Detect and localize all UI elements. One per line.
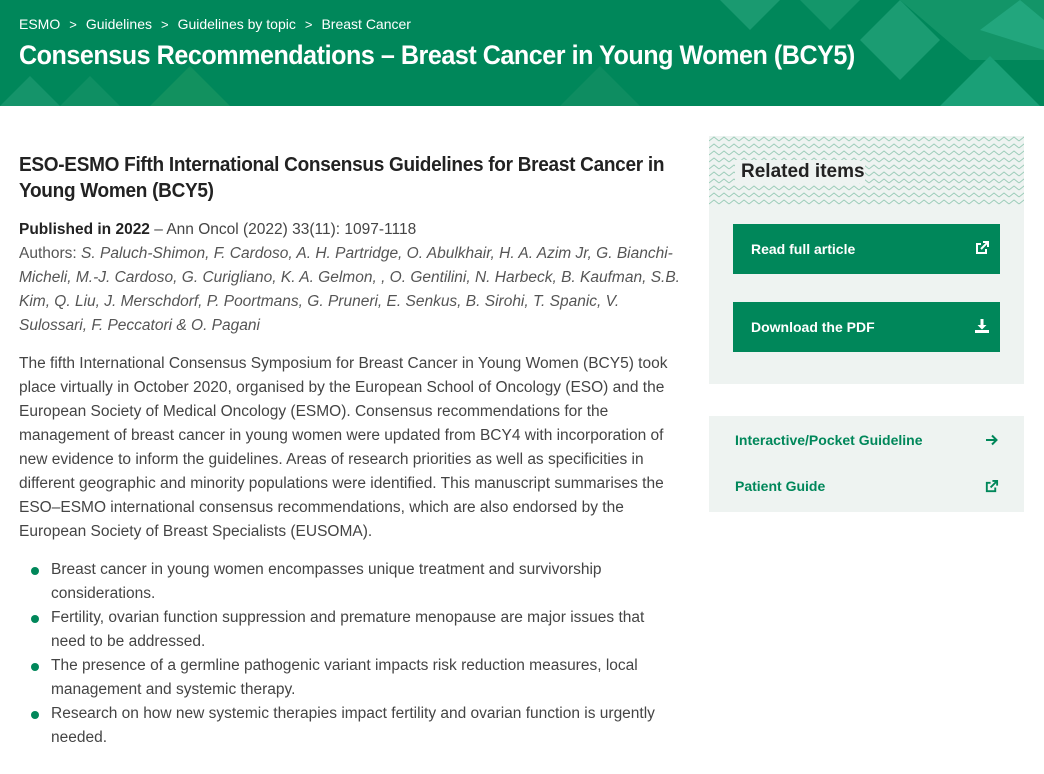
page-title: Consensus Recommendations – Breast Cancer in Young Women (BCY5)	[19, 40, 855, 70]
breadcrumb-guidelines[interactable]: Guidelines	[85, 16, 152, 32]
download-pdf-button[interactable]	[733, 302, 1000, 352]
citation: – Ann Oncol (2022) 33(11): 1097-1118	[149, 221, 417, 238]
download-icon	[974, 318, 990, 334]
breadcrumb-esmo[interactable]: ESMO	[19, 16, 61, 32]
patient-guide-link[interactable]	[735, 478, 999, 494]
patient-guide-label: Patient Guide	[735, 478, 826, 494]
list-item	[19, 558, 681, 606]
bullet-icon	[31, 663, 39, 671]
external-link-icon	[974, 240, 990, 256]
related-items-panel	[709, 136, 1024, 384]
list-item	[19, 606, 681, 654]
page-header	[0, 0, 1044, 106]
key-point-text: Research on how new systemic therapies impact fertility and ovarian function is urgently needed.	[51, 705, 655, 746]
interactive-guideline-link[interactable]	[735, 432, 999, 448]
authors	[19, 242, 681, 338]
guide-links-panel	[709, 416, 1024, 512]
bullet-icon	[31, 711, 39, 719]
download-pdf-label: Download the PDF	[751, 319, 875, 335]
key-point-text: Breast cancer in young women encompasses unique treatment and survivorship considerations.	[51, 561, 602, 602]
read-full-article-label: Read full article	[751, 241, 856, 257]
external-link-icon	[984, 479, 999, 494]
breadcrumb-separator: >	[69, 16, 77, 32]
key-point-text: Fertility, ovarian function suppression and premature menopause are major issues that need to be addressed.	[51, 609, 645, 650]
read-full-article-button[interactable]	[733, 224, 1000, 274]
sidebar	[709, 136, 1024, 494]
authors-label: Authors:	[19, 245, 82, 262]
article-content	[19, 152, 681, 750]
breadcrumb	[19, 16, 411, 32]
abstract: The fifth International Consensus Symposium for Breast Cancer in Young Women (BCY5) took place virtually in October 2020, organised by the European School of Oncology (ESO) and the European Society of Medical Oncology (ESMO). Consensus recommendations for the management of breast cancer in young women were updated from BCY4 with incorporation of new evidence to inform the guidelines. Areas of research priorities as well as specificities in different geographic and minority populations were identified. This manuscript summarises the ESO–ESMO international consensus recommendations, which are also endorsed by the European Society of Breast Specialists (EUSOMA).	[19, 355, 668, 540]
key-point-text: The presence of a germline pathogenic variant impacts risk reduction measures, local management and systemic therapy.	[51, 657, 638, 698]
list-item	[19, 702, 681, 750]
breadcrumb-breast-cancer[interactable]: Breast Cancer	[321, 16, 411, 32]
breadcrumb-guidelines-by-topic[interactable]: Guidelines by topic	[177, 16, 296, 32]
bullet-icon	[31, 615, 39, 623]
breadcrumb-separator: >	[160, 16, 169, 32]
breadcrumb-separator: >	[304, 16, 313, 32]
article-title: ESO-ESMO Fifth International Consensus Guidelines for Breast Cancer in Young Women (BCY5)	[19, 154, 665, 202]
publication-info	[19, 218, 681, 242]
arrow-right-icon	[985, 433, 999, 447]
authors-list: S. Paluch-Shimon, F. Cardoso, A. H. Partridge, O. Abulkhair, H. A. Azim Jr, G. Bianchi-Micheli, M.-J. Cardoso, G. Curigliano, K. A. Gelmon, , O. Gentilini, N. Harbeck, B. Kaufman, S.B. Kim, Q. Liu, J. Merschdorf, P. Poortmans, G. Pruneri, E. Senkus, B. Sirohi, T. Spanic, V. Sulossari, F. Peccatori & O. Pagani	[19, 245, 680, 334]
list-item	[19, 654, 681, 702]
interactive-guideline-label: Interactive/Pocket Guideline	[735, 432, 923, 448]
related-items-title: Related items	[741, 161, 865, 182]
bullet-icon	[31, 567, 39, 575]
key-points-list	[19, 558, 681, 750]
related-items-header	[709, 136, 1024, 206]
published-label: Published in 2022	[19, 221, 150, 238]
